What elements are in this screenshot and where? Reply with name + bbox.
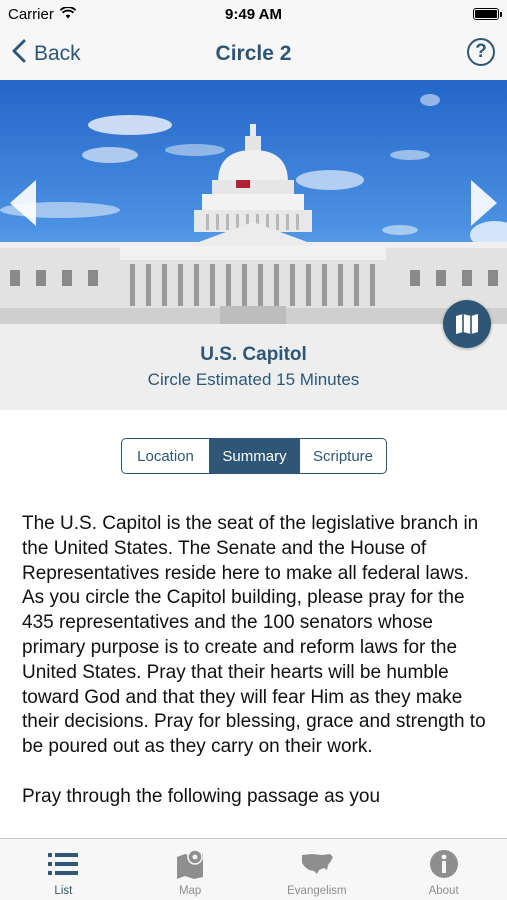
segment-summary[interactable]: Summary: [210, 439, 300, 473]
map-icon: [173, 848, 207, 880]
wifi-icon: [60, 6, 76, 23]
summary-content: [22, 512, 492, 838]
page-title: Circle 2: [215, 42, 292, 65]
previous-arrow-button[interactable]: [8, 178, 38, 228]
segment-scripture[interactable]: Scripture: [312, 447, 374, 465]
navigation-bar: [0, 28, 507, 80]
carrier-label: Carrier: [8, 5, 54, 23]
folded-map-icon: [455, 313, 479, 335]
help-button[interactable]: [467, 38, 495, 66]
hero-image: [0, 80, 507, 324]
tab-list-label: List: [54, 885, 73, 897]
triangle-left-icon: [8, 178, 38, 228]
next-arrow-button[interactable]: [469, 178, 499, 228]
question-mark-icon: ?: [475, 41, 487, 62]
place-title: U.S. Capitol: [200, 344, 307, 365]
segmented-control: [121, 438, 387, 474]
chevron-left-icon: [12, 39, 26, 69]
tab-about[interactable]: [380, 839, 507, 900]
tab-map-label: Map: [178, 885, 202, 897]
segment-location[interactable]: Location: [122, 439, 210, 473]
battery-icon: [473, 8, 499, 20]
back-label: Back: [34, 42, 81, 65]
tab-evangelism-label: Evangelism: [287, 885, 347, 897]
place-subtitle: Circle Estimated 15 Minutes: [147, 370, 360, 389]
tab-list[interactable]: [0, 839, 127, 900]
capitol-photo: [0, 80, 507, 324]
triangle-right-icon: [469, 178, 499, 228]
usa-map-icon: [300, 848, 334, 880]
summary-paragraph: Pray through the following passage as you: [22, 785, 381, 807]
status-bar: [0, 0, 507, 28]
map-button[interactable]: [443, 300, 491, 348]
list-icon: [46, 848, 80, 880]
status-left: [8, 6, 76, 23]
tab-map[interactable]: [127, 839, 254, 900]
place-info-panel: [0, 324, 507, 410]
info-icon: [427, 848, 461, 880]
tab-about-label: About: [428, 885, 459, 897]
tab-bar: [0, 838, 507, 900]
back-button[interactable]: [12, 38, 81, 70]
status-time: 9:49 AM: [225, 5, 282, 23]
tab-evangelism[interactable]: [254, 839, 381, 900]
summary-paragraph: The U.S. Capitol is the seat of the legislative branch in the United States. The Senate and the House of Representatives reside here to make all federal laws. As you circle the Capitol building, please pray for the 435 representatives and the 100 senators whose primary purpose is to create and reform laws for the United States. Pray that their hearts will be humble toward God and that they will fear Him as they make their decisions. Pray for blessing, grace and strength to be poured out as they carry on their work.: [22, 513, 486, 758]
